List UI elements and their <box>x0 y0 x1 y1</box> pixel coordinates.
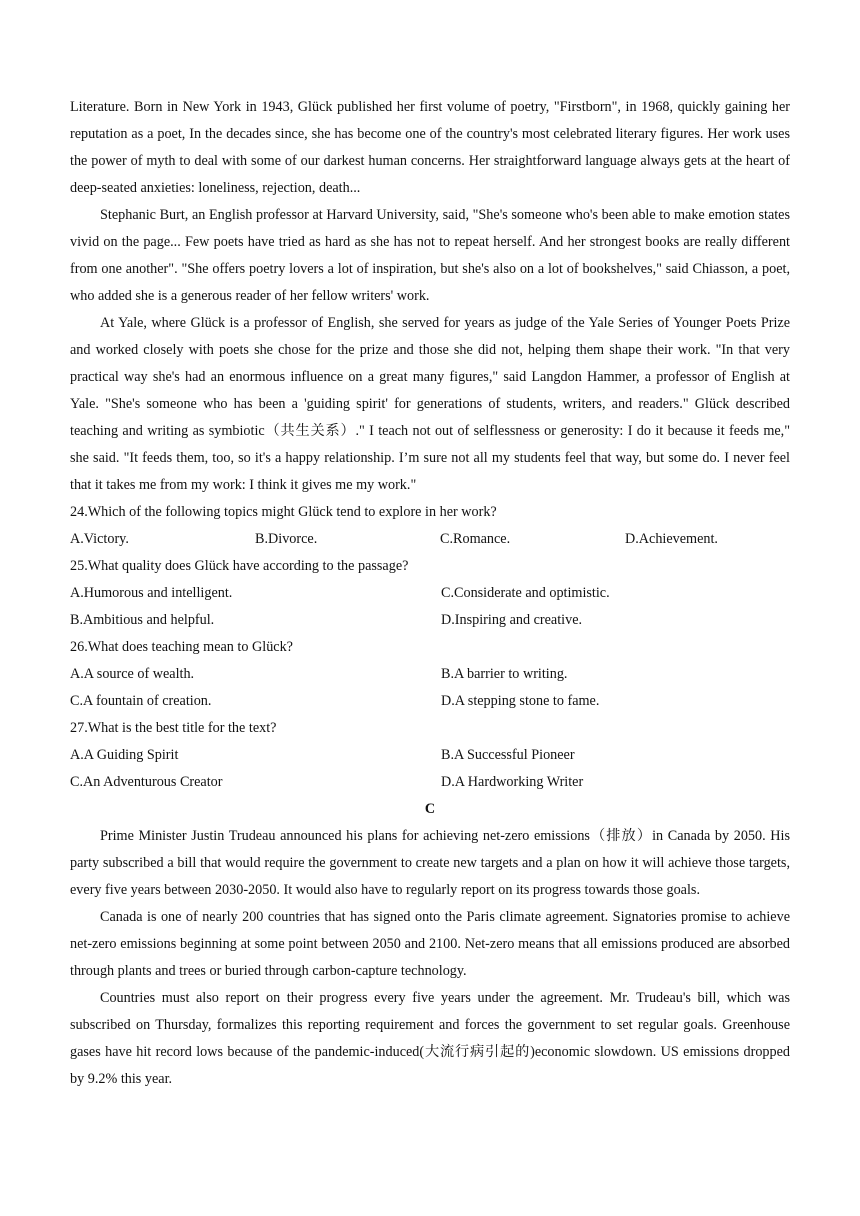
passage-b-paragraph: Stephanic Burt, an English professor at Harvard University, said, "She's someone who's been able to make emotion states vivid on the page... Few poets have tried as hard as she has not to repeat herself. And her strongest books are really different from one another". "She offers poetry lovers a lot of inspiration, but she's also on a lot of bookshelves," said Chiasson, a poet, who added she is a generous reader of her fellow writers' work. <box>70 207 790 304</box>
option-d: D.A stepping stone to fame. <box>441 693 600 709</box>
option-d: D.Inspiring and creative. <box>441 612 583 628</box>
option-d: D.A Hardworking Writer <box>441 774 584 790</box>
option-c: C.Romance. <box>440 531 511 547</box>
option-b: B.Divorce. <box>255 531 318 547</box>
passage-c-paragraph: Countries must also report on their progress every five years under the agreement. Mr. Trudeau's bill, which was subscribed on Thursday, formalizes this reporting requirement and forces the government to set regular goals. Greenhouse gases have hit record lows because of the pandemic-induced(大流行病引起的)economic slowdown. US emissions dropped by 9.2% this year. <box>70 990 790 1087</box>
option-d: D.Achievement. <box>625 531 718 547</box>
question-26 <box>70 634 790 715</box>
option-a: A.Humorous and intelligent. <box>70 585 233 601</box>
question-options <box>70 742 790 796</box>
option-b: B.A Successful Pioneer <box>441 747 575 763</box>
passage-b-paragraph: Literature. Born in New York in 1943, Glück published her first volume of poetry, "Firstborn", in 1968, quickly gaining her reputation as a poet, In the decades since, she has become one of the country's most celebrated literary figures. Her work uses the power of myth to deal with some of our darkest human concerns. Her straightforward language always gets at the heart of deep-seated anxieties: loneliness, rejection, death... <box>70 99 790 196</box>
question-options <box>70 526 790 553</box>
question-24 <box>70 499 790 553</box>
option-c: C.Considerate and optimistic. <box>441 585 610 601</box>
passage-c-paragraph: Canada is one of nearly 200 countries that has signed onto the Paris climate agreement. Signatories promise to achieve net-zero emissions beginning at some point between 2050 and 2100. Net-zero means that all emissions produced are absorbed through plants and trees or buried through carbon-capture technology. <box>70 909 790 979</box>
question-options <box>70 661 790 715</box>
option-b: B.A barrier to writing. <box>441 666 568 682</box>
question-options <box>70 580 790 634</box>
question-stem: 26.What does teaching mean to Glück? <box>70 639 293 655</box>
question-stem: 27.What is the best title for the text? <box>70 720 277 736</box>
option-c: C.An Adventurous Creator <box>70 774 223 790</box>
option-a: A.A Guiding Spirit <box>70 747 179 763</box>
passage-c-paragraph: Prime Minister Justin Trudeau announced his plans for achieving net-zero emissions（排放）in Canada by 2050. His party subscribed a bill that would require the government to create new targets and a plan on how it will achieve those targets, every five years between 2030-2050. It would also have to regularly report on its progress towards those goals. <box>70 828 790 898</box>
option-c: C.A fountain of creation. <box>70 693 212 709</box>
option-a: A.A source of wealth. <box>70 666 195 682</box>
question-25 <box>70 553 790 634</box>
question-27 <box>70 715 790 796</box>
question-stem: 24.Which of the following topics might Glück tend to explore in her work? <box>70 504 497 520</box>
document-content <box>70 94 790 1093</box>
passage-b-paragraph: At Yale, where Glück is a professor of English, she served for years as judge of the Yale Series of Younger Poets Prize and worked closely with poets she chose for the prize and those she did not, helping them shape their work. "In that very practical way she's had an enormous influence on a great many figures," said Langdon Hammer, a professor of English at Yale. "She's someone who has been a 'guiding spirit' for generations of students, writers, and readers." Glück described teaching and writing as symbiotic（共生关系）." I teach not out of selflessness or generosity: I do it because it feeds me," she said. "It feeds them, too, so it's a happy relationship. I’m sure not all my students feel that way, but some do. I never feel that it takes me from my work: I think it gives me my work." <box>70 315 790 493</box>
question-stem: 25.What quality does Glück have according to the passage? <box>70 558 409 574</box>
section-heading: C <box>424 801 436 817</box>
option-a: A.Victory. <box>70 531 129 547</box>
option-b: B.Ambitious and helpful. <box>70 612 215 628</box>
